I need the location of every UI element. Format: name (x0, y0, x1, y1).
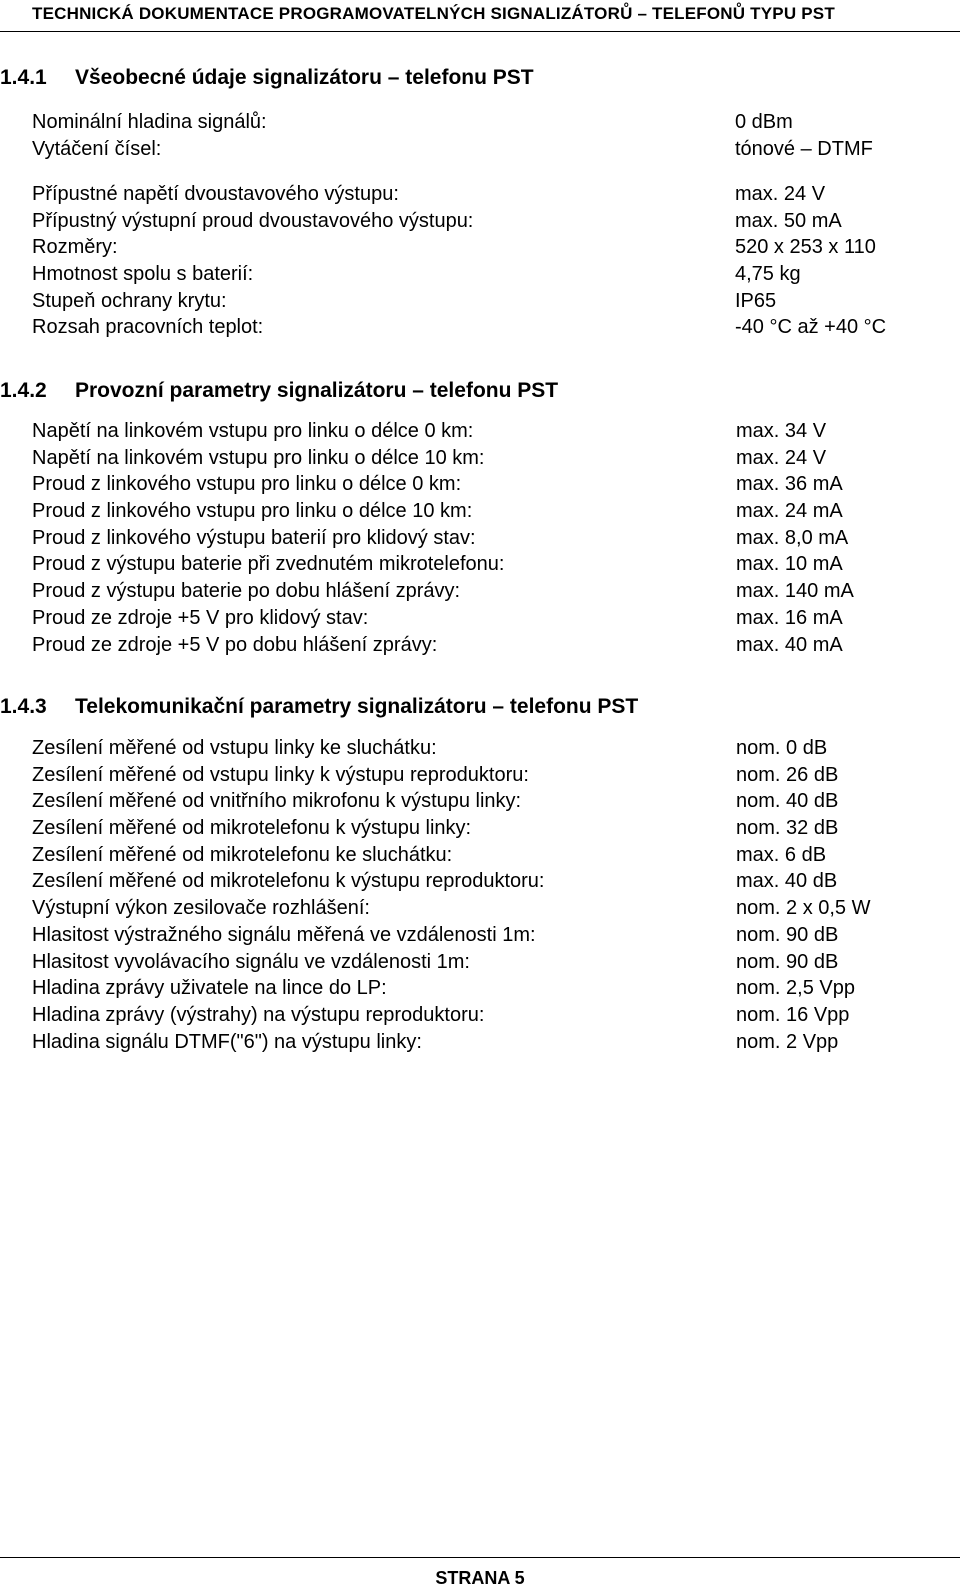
spec-label: Zesílení měřené od vstupu linky ke sluchátku: (32, 737, 437, 759)
spec-label: Zesílení měřené od mikrotelefonu k výstupu reproduktoru: (32, 870, 545, 893)
spec-value: nom. 0 dB (736, 737, 828, 759)
footer-rule (0, 1557, 960, 1558)
spec-row (32, 868, 940, 895)
spec-row (32, 762, 940, 789)
spec-row (32, 551, 940, 578)
spec-value: tónové – DTMF (735, 137, 873, 160)
section-heading-1-4-3 (0, 695, 638, 719)
spec-row (32, 261, 940, 288)
spec-label: Hladina signálu DTMF("6") na výstupu linky: (32, 1030, 422, 1053)
section-number: 1.4.3 (0, 695, 47, 718)
spec-label: Rozměry: (32, 236, 118, 259)
spec-label: Napětí na linkovém vstupu pro linku o délce 0 km: (32, 420, 474, 442)
spec-label: Přípustný výstupní proud dvoustavového výstupu: (32, 209, 474, 232)
spec-row (32, 605, 940, 632)
spec-row (32, 418, 940, 445)
section-1-4-1-rows-b (32, 181, 940, 341)
spec-label: Proud z linkového vstupu pro linku o délce 0 km: (32, 473, 462, 496)
spec-row (32, 234, 940, 261)
spec-row (32, 788, 940, 815)
spec-row (32, 314, 940, 341)
spec-row (32, 109, 940, 136)
spec-row (32, 735, 940, 762)
spec-label: Nominální hladina signálů: (32, 111, 267, 133)
header-rule (0, 31, 960, 32)
spec-label: Hlasitost vyvolávacího signálu ve vzdálenosti 1m: (32, 950, 470, 973)
spec-label: Proud z linkového výstupu baterií pro klidový stav: (32, 526, 476, 549)
spec-label: Napětí na linkovém vstupu pro linku o délce 10 km: (32, 446, 485, 469)
spec-value: max. 36 mA (736, 473, 843, 496)
spec-value: max. 40 dB (736, 870, 838, 893)
section-heading-1-4-1 (0, 66, 534, 90)
spec-label: Hladina zprávy uživatele na lince do LP: (32, 977, 387, 1000)
section-1-4-2-rows (32, 418, 940, 658)
section-title: Provozní parametry signalizátoru – telefonu PST (75, 379, 559, 402)
spec-row (32, 1002, 940, 1029)
spec-value: 4,75 kg (735, 263, 801, 286)
spec-label: Zesílení měřené od vstupu linky k výstupu reproduktoru: (32, 763, 529, 786)
spec-row (32, 181, 940, 208)
spec-label: Proud ze zdroje +5 V po dobu hlášení zprávy: (32, 633, 438, 656)
spec-value: nom. 32 dB (736, 817, 839, 840)
spec-value: IP65 (735, 289, 777, 312)
spec-label: Hlasitost výstražného signálu měřená ve vzdálenosti 1m: (32, 923, 536, 946)
spec-label: Proud z výstupu baterie při zvednutém mikrotelefonu: (32, 553, 505, 576)
spec-label: Proud ze zdroje +5 V pro klidový stav: (32, 606, 369, 629)
spec-row (32, 842, 940, 869)
section-number: 1.4.2 (0, 379, 47, 402)
section-heading-1-4-2 (0, 379, 558, 403)
spec-row (32, 136, 940, 163)
section-1-4-3-rows (32, 735, 940, 1055)
spec-value: max. 6 dB (736, 843, 827, 866)
spec-value: max. 16 mA (736, 606, 843, 629)
section-1-4-1-rows-a (32, 109, 940, 162)
spec-label: Výstupní výkon zesilovače rozhlášení: (32, 897, 370, 920)
spec-label: Zesílení měřené od mikrotelefonu k výstupu linky: (32, 817, 472, 840)
spec-label: Hmotnost spolu s baterií: (32, 263, 254, 286)
spec-row (32, 471, 940, 498)
spec-value: max. 10 mA (736, 553, 843, 576)
section-title: Všeobecné údaje signalizátoru – telefonu PST (75, 66, 534, 89)
spec-label: Proud z linkového vstupu pro linku o délce 10 km: (32, 500, 473, 523)
spec-row (32, 208, 940, 235)
spec-value: max. 8,0 mA (736, 526, 849, 549)
spec-label: Proud z výstupu baterie po dobu hlášení zprávy: (32, 580, 461, 603)
section-number: 1.4.1 (0, 66, 47, 89)
spec-row (32, 525, 940, 552)
spec-value: max. 50 mA (735, 209, 842, 232)
spec-value: -40 °C až +40 °C (735, 316, 887, 339)
spec-value: max. 40 mA (736, 633, 843, 656)
spec-row (32, 632, 940, 659)
spec-value: nom. 2,5 Vpp (736, 977, 855, 1000)
spec-value: 520 x 253 x 110 (735, 236, 876, 259)
spec-value: max. 24 V (736, 446, 827, 469)
spec-label: Vytáčení čísel: (32, 137, 162, 160)
spec-label: Zesílení měřené od vnitřního mikrofonu k výstupu linky: (32, 790, 522, 813)
section-title: Telekomunikační parametry signalizátoru – telefonu PST (75, 695, 639, 718)
spec-label: Rozsah pracovních teplot: (32, 316, 264, 339)
spec-value: nom. 26 dB (736, 763, 839, 786)
spec-value: max. 24 mA (736, 500, 843, 523)
spec-label: Zesílení měřené od mikrotelefonu ke sluchátku: (32, 843, 453, 866)
spec-row (32, 895, 940, 922)
spec-value: nom. 2 Vpp (736, 1030, 839, 1053)
spec-row (32, 288, 940, 315)
spec-value: nom. 90 dB (736, 950, 839, 973)
spec-value: max. 24 V (735, 183, 826, 205)
spec-label: Hladina zprávy (výstrahy) na výstupu reproduktoru: (32, 1003, 485, 1026)
spec-value: nom. 2 x 0,5 W (736, 897, 871, 920)
spec-row (32, 445, 940, 472)
spec-row (32, 498, 940, 525)
spec-label: Stupeň ochrany krytu: (32, 289, 227, 312)
spec-row (32, 949, 940, 976)
spec-row (32, 1029, 940, 1056)
spec-row (32, 975, 940, 1002)
spec-value: nom. 90 dB (736, 923, 839, 946)
spec-value: 0 dBm (735, 111, 793, 133)
spec-row (32, 815, 940, 842)
spec-value: nom. 40 dB (736, 790, 839, 813)
spec-row (32, 922, 940, 949)
spec-label: Přípustné napětí dvoustavového výstupu: (32, 183, 399, 205)
spec-value: max. 34 V (736, 420, 827, 442)
spec-row (32, 578, 940, 605)
page-number: STRANA 5 (435, 1568, 525, 1588)
spec-value: nom. 16 Vpp (736, 1003, 850, 1026)
spec-value: max. 140 mA (736, 580, 854, 603)
document-header: TECHNICKÁ DOKUMENTACE PROGRAMOVATELNÝCH SIGNALIZÁTORŮ – TELEFONŮ TYPU PST (32, 4, 835, 23)
